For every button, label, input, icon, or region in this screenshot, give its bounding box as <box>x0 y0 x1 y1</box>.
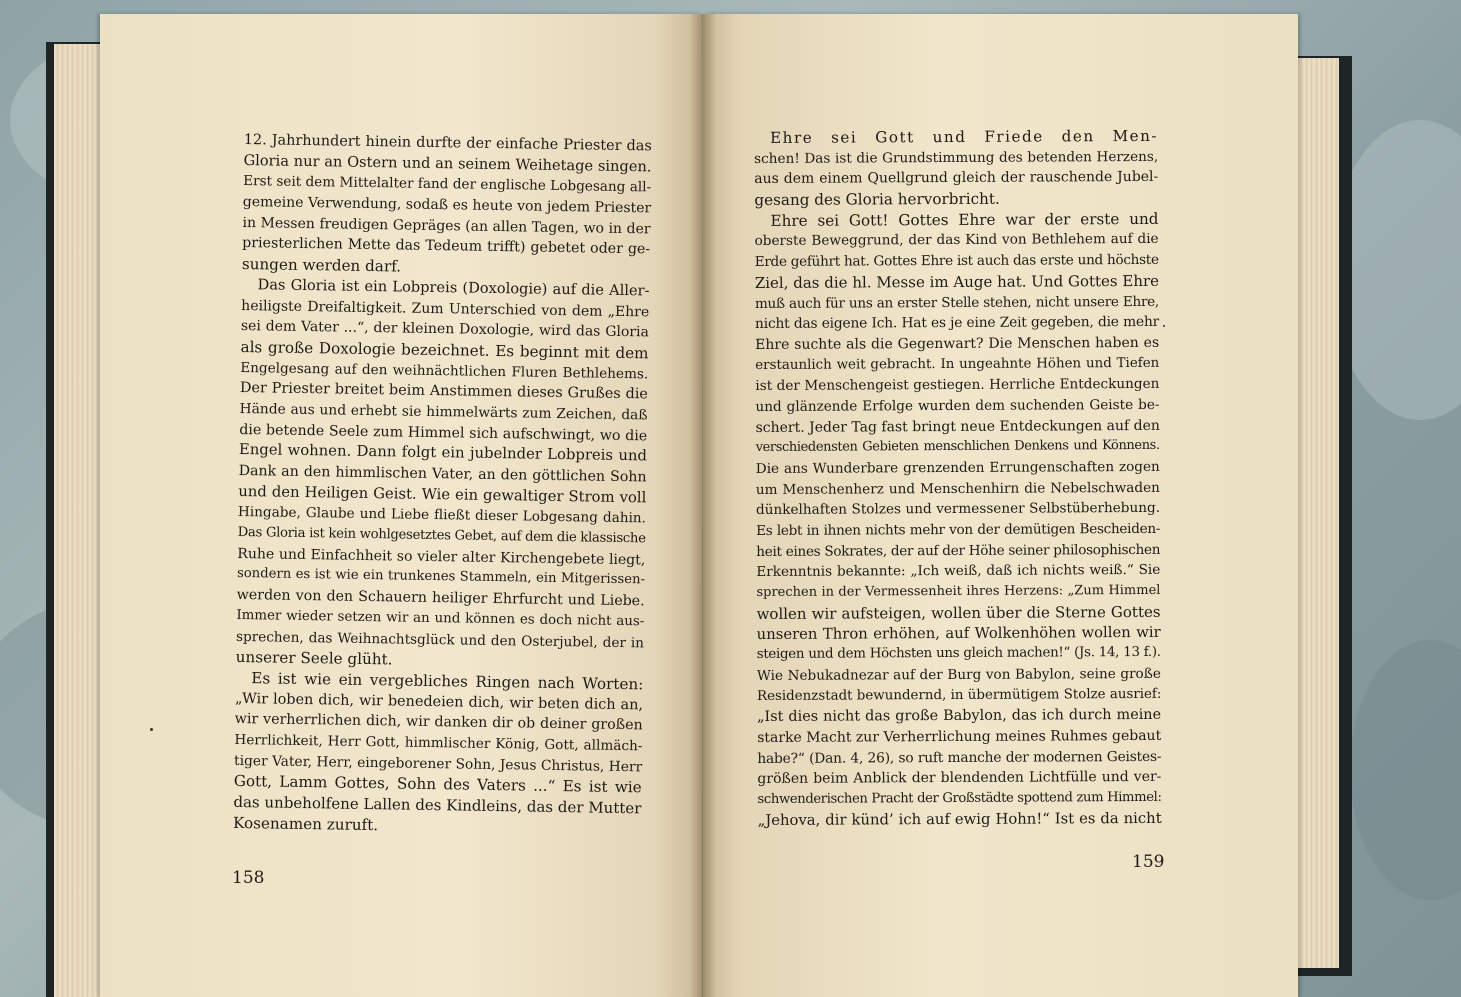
left-page-text <box>233 130 652 840</box>
text-line: wir verherrlichen dich, wir danken dir ob deiner großen <box>234 711 643 734</box>
text-line: nicht das eigene Ich. Hat es je eine Zeit gegeben, die mehr <box>754 314 1160 333</box>
text-line: Es lebt in ihnen nichts mehr von der demütigen Bescheiden- <box>756 520 1161 540</box>
text-line: Erst seit dem Mittelalter fand der englische Lobgesang all- <box>243 173 652 196</box>
text-line: dünkelhaften Stolzes und vermessener Selbstüberhebung. <box>755 500 1161 519</box>
text-line: 12. Jahrhundert hinein durfte der einfache Priester das <box>243 131 652 155</box>
text-line: schen! Das ist die Grundstimmung des betenden Herzens, <box>754 148 1159 167</box>
right-page-text <box>754 126 1162 831</box>
page-number-right: 159 <box>1132 852 1165 872</box>
text-line: Kosenamen zuruft. <box>232 813 379 834</box>
text-line: und den Heiligen Geist. Wie ein gewaltiger Strom voll <box>238 482 647 507</box>
text-line: unserer Seele glüht. <box>235 648 393 669</box>
text-line: steigen und dem Höchsten uns gleich machen!“ (Js. 14, 13 f.). <box>756 645 1161 663</box>
text-line: sei dem Vater ...“, der kleinen Doxologie, wird das Gloria <box>240 318 649 341</box>
text-line: Ruhe und Einfachheit so vieler alter Kirchengebete liegt, <box>237 545 646 569</box>
text-line: ist der Menschengeist gestiegen. Herrliche Entdeckungen <box>755 376 1160 395</box>
text-line: Residenzstadt bewundernd, in übermütigem Stolze ausrief: <box>756 686 1162 704</box>
text-line: tiger Vater, Herr, eingeborener Sohn, Jesus Christus, Herr <box>233 752 643 775</box>
text-line: verschiedensten Gebieten menschlichen Denkens und Könnens. <box>755 438 1160 456</box>
text-line: aus dem einem Quellgrund gleich der rauschende Jubel- <box>754 169 1159 188</box>
text-line: Das Gloria ist ein Lobpreis (Doxologie) auf die Aller- <box>257 276 650 300</box>
text-line: gesang des Gloria hervorbricht. <box>754 189 1000 210</box>
text-line: als große Doxologie bezeichnet. Es beginnt mit dem <box>240 337 649 363</box>
text-line: heit eines Sokrates, der auf der Höhe seiner philosophischen <box>756 541 1161 560</box>
text-line: sprechen in der Vermessenheit ihres Herzens: „Zum Himmel <box>756 583 1161 601</box>
text-line: Engelgesang auf den weihnächtlichen Fluren Bethlehems. <box>240 359 649 382</box>
text-line: schert. Jeder Tag fast bringt neue Entdeckungen auf den <box>755 417 1160 436</box>
text-line: werden von den Schauern heiliger Ehrfurcht und Liebe. <box>236 587 645 610</box>
text-line: Ehre suchte als die Gegenwart? Die Menschen haben es <box>755 334 1160 353</box>
text-line: Erde geführt hat. Gottes Ehre ist auch das erste und höchste <box>754 252 1159 271</box>
text-line: Die ans Wunderbare grenzenden Errungenschaften zogen <box>755 458 1160 477</box>
text-line: Gott, Lamm Gottes, Sohn des Vaters ...“ Es ist wie <box>233 772 642 797</box>
text-line: die betende Seele zum Himmel sich aufschwingt, wo die <box>239 421 648 444</box>
paper-speck <box>150 728 153 731</box>
paper-speck <box>1163 325 1165 327</box>
text-line: wollen wir aufsteigen, wollen über die Sterne Gottes <box>756 602 1161 623</box>
text-line: Ziel, das die hl. Messe im Auge hat. Und Gottes Ehre <box>754 271 1160 292</box>
stone-texture <box>1350 640 1461 900</box>
text-line: Herrlichkeit, Herr Gott, himmlischer König, Gott, allmäch- <box>234 731 643 755</box>
text-line: Ehre sei Gott! Gottes Ehre war der erste und <box>770 209 1159 230</box>
text-line: Dank an den himmlischen Vater, an den göttlichen Sohn <box>238 462 647 486</box>
text-line: „Ist dies nicht das große Babylon, das ich durch meine <box>757 707 1162 726</box>
text-line: sprechen, das Weihnachtsglück und den Osterjubel, der in <box>235 628 645 651</box>
text-line: priesterlichen Mette das Tedeum trifft) gebetet oder ge- <box>242 235 651 258</box>
text-line: größen beim Anblick der blendenden Lichtfülle und ver- <box>757 769 1162 788</box>
text-line: erstaunlich weit gebracht. In ungeahnte Höhen und Tiefen <box>755 355 1160 373</box>
text-line: in Messen freudigen Gepräges (an allen Tagen, wo in der <box>242 214 651 238</box>
text-line: um Menschenherz und Menschenhirn die Nebelschwaden <box>755 479 1160 498</box>
text-line: „Jehova, dir künd’ ich auf ewig Hohn!“ Ist es da nicht <box>757 809 1162 829</box>
text-line: unseren Thron erhöhen, auf Wolkenhöhen wollen wir <box>756 623 1161 643</box>
text-line: Es ist wie ein vergebliches Ringen nach Worten: <box>251 669 644 694</box>
text-line: Engel wohnen. Dann folgt ein jubelnder Lobpreis und <box>238 441 648 465</box>
text-line: Ehre sei Gott und Friede den Men- <box>770 126 1159 147</box>
text-line: Das Gloria ist kein wohlgesetztes Gebet, auf dem die klassische <box>237 525 646 547</box>
text-line: Hände aus und erhebt sie himmelwärts zum Zeichen, daß <box>239 400 648 424</box>
text-line: starke Macht zur Verherrlichung meines Ruhmes gebaut <box>757 727 1162 746</box>
text-line: gemeine Verwendung, sodaß es heute von jedem Priester <box>242 194 652 217</box>
text-line: sungen werden darf. <box>241 255 402 276</box>
page-number-left: 158 <box>232 868 265 888</box>
text-line: schwenderischen Pracht der Großstädte spottend zum Himmel: <box>757 789 1162 807</box>
text-line: Wie Nebukadnezar auf der Burg von Babylon, seine große <box>756 665 1161 684</box>
book-gutter <box>690 14 716 997</box>
text-line: Gloria nur an Ostern und an seinem Weihetage singen. <box>243 151 652 176</box>
text-line: Erkenntnis bekannte: „Ich weiß, daß ich nichts weiß.“ Sie <box>756 562 1161 581</box>
text-line: Immer wieder setzen wir an und können es doch nicht aus- <box>236 607 645 630</box>
text-line: muß auch für uns an erster Stelle stehen, nicht unsere Ehre, <box>754 293 1159 312</box>
text-line: „Wir loben dich, wir benedeien dich, wir beten dich an, <box>234 690 644 713</box>
text-line: und glänzende Erfolge wurden dem suchenden Geiste be- <box>755 396 1160 415</box>
page-edges-right <box>1293 58 1339 968</box>
text-line: sondern es ist wie ein trunkenes Stammeln, ein Mitgerissen- <box>236 566 646 588</box>
text-line: das unbeholfene Lallen des Kindleins, das der Mutter <box>233 792 642 818</box>
text-line: Hingabe, Glaube und Liebe fließt dieser Lobgesang dahin. <box>237 504 647 527</box>
text-line: Der Priester breitet beim Anstimmen dieses Grußes die <box>239 380 649 403</box>
text-line: oberste Beweggrund, der das Kind von Bethlehem auf die <box>754 231 1159 250</box>
text-line: habe?“ (Dan. 4, 26), so ruft manche der modernen Geistes- <box>757 748 1162 767</box>
text-line: heiligste Dreifaltigkeit. Zum Unterschied von dem „Ehre <box>241 297 650 320</box>
